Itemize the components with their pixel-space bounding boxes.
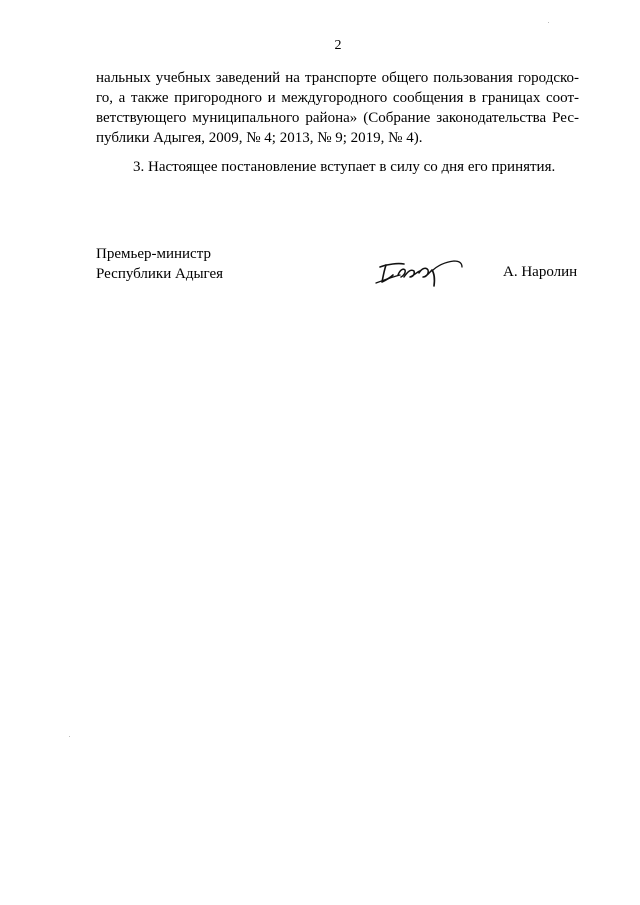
paragraph-line: ветствующего муниципального района» (Собрание законодательства Рес- <box>96 110 579 126</box>
signatory-position <box>96 244 223 284</box>
handwritten-signature <box>374 253 470 289</box>
scan-speck <box>548 22 549 23</box>
position-line: Республики Адыгея <box>96 266 224 282</box>
paragraph-line: публики Адыгея, 2009, № 4; 2013, № 9; 2019, № 4). <box>96 130 423 146</box>
paragraph-line: нальных учебных заведений на транспорте общего пользования городско- <box>96 70 579 86</box>
paragraph-line: го, а также пригородного и междугородного сообщения в границах соот- <box>96 90 579 106</box>
page-number: 2 <box>334 38 342 53</box>
position-line: Премьер-министр <box>96 246 211 262</box>
paragraph-continuation <box>96 68 579 148</box>
paragraph-item-3 <box>133 157 583 177</box>
paragraph-line: 3. Настоящее постановление вступает в силу со дня его принятия. <box>133 159 556 175</box>
signer-name: А. Наролин <box>503 264 578 280</box>
scan-speck <box>69 736 70 737</box>
